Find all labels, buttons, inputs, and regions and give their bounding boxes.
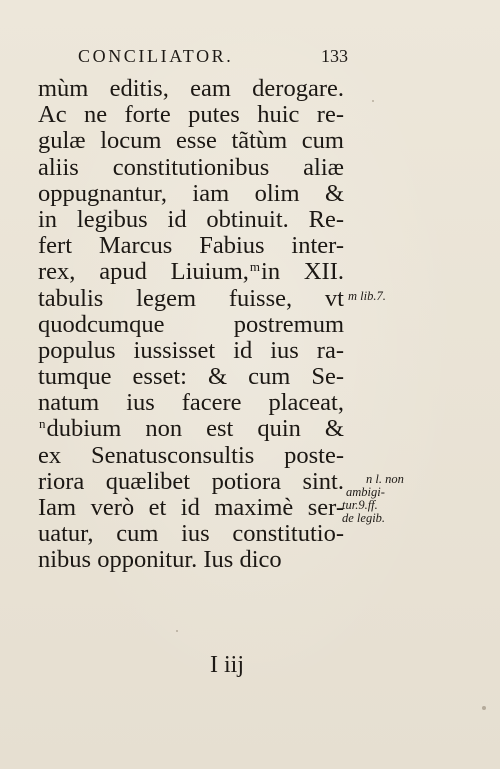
running-title: CONCILIATOR. <box>78 46 234 66</box>
foxing-spot <box>482 706 486 710</box>
line-text-tail: in XII. <box>261 258 344 286</box>
text-line: oppugnantur, iam olim & <box>38 179 344 207</box>
foxing-spot <box>176 630 178 632</box>
text-line: quodcumque postremum <box>38 310 344 338</box>
text-line: natum ius facere placeat, <box>38 389 344 417</box>
text-line: tumque esset: & cum Se- <box>38 363 344 391</box>
marginal-note-m <box>348 290 386 303</box>
body-text <box>38 76 344 574</box>
text-line: populus iussisset id ius ra- <box>38 336 344 364</box>
text-line: aliis constitutionibus aliæ <box>38 153 344 181</box>
text-line: riora quælibet potiora sint. <box>38 467 344 495</box>
text-line: ex Senatusconsultis poste- <box>38 441 344 469</box>
text-line: nibus opponitur. Ius dico <box>38 546 282 574</box>
note-marker-m: m <box>249 259 261 275</box>
line-text: dubium non est quin & <box>46 415 344 443</box>
note-marker-n: n <box>39 416 46 432</box>
marginal-note-text: m lib.7. <box>348 289 386 303</box>
text-line: in legibus id obtinuit. Re- <box>38 205 344 233</box>
page-number: 133 <box>321 46 348 66</box>
text-line: gulæ locum esse tãtùm cum <box>38 127 344 155</box>
text-line: uatur, cum ius constitutio- <box>38 520 344 548</box>
text-line: fert Marcus Fabius inter- <box>38 232 344 260</box>
text-line <box>38 259 344 285</box>
line-text: rex, apud Liuium, <box>38 258 249 286</box>
signature-mark: I iij <box>210 652 244 678</box>
text-line: tabulis legem fuisse, vt <box>38 284 344 312</box>
marginal-note-line: ambigi- <box>346 485 385 499</box>
foxing-spot <box>372 100 374 102</box>
marginal-note-line: de legib. <box>342 511 386 525</box>
marginal-note-n <box>342 472 404 525</box>
text-line: Ac ne forte putes huic re- <box>38 101 344 129</box>
marginal-note-line: tur.9.ff. <box>342 498 378 512</box>
marginal-note-line: n l. non <box>366 472 404 486</box>
text-line <box>38 416 344 442</box>
text-line: mùm editis, eam derogare. <box>38 75 344 102</box>
running-header <box>78 46 348 72</box>
text-line: Iam verò et id maximè ser- <box>38 494 344 521</box>
